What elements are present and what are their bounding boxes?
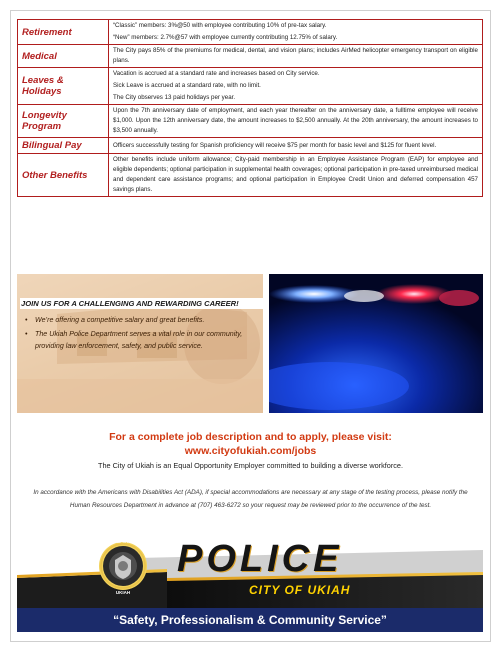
police-lights-image (269, 274, 483, 413)
slogan-bar: “Safety, Professionalism & Community Service” (17, 608, 483, 632)
join-panel (17, 274, 263, 413)
ada-statement: In accordance with the Americans with Disabilities Act (ADA), if special accommodations are necessary at any stage of the testing process, please notify the Human Resources Department in advance at (707) 463-6272 so your request may be reviewed prior to the occurrence of the test. (33, 489, 468, 509)
police-logo-text: POLICE (177, 538, 343, 580)
benefit-row-leaves (18, 68, 483, 105)
benefit-row-other (18, 154, 483, 197)
benefit-label: Bilingual Pay (18, 138, 109, 154)
benefit-label: Longevity Program (18, 105, 109, 138)
benefit-description (109, 154, 483, 197)
benefit-description (109, 68, 483, 105)
benefit-label: Retirement (18, 20, 109, 45)
benefit-description (109, 105, 483, 138)
benefits-table (17, 19, 483, 197)
benefit-row-bilingual (18, 138, 483, 154)
badge-bottom-text: UKIAH (115, 590, 131, 595)
benefit-label: Leaves & Holidays (18, 68, 109, 105)
city-of-ukiah-text: CITY OF UKIAH (249, 583, 351, 597)
benefit-line: Sick Leave is accrued at a standard rate, with no limit. (113, 82, 261, 89)
benefit-line: Officers successfully testing for Spanish proficiency will receive $75 per month for basic level and $125 for fluent level. (113, 141, 437, 149)
benefit-line: The City pays 85% of the premiums for medical, dental, and vision plans; includes AirMed helicopter emergency transport on eligible plans. (113, 47, 478, 64)
apply-heading: For a complete job description and to apply, please visit: (109, 431, 392, 443)
police-lights-photo (269, 274, 483, 413)
benefit-row-medical (18, 45, 483, 68)
eoe-statement: The City of Ukiah is an Equal Opportunity Employer committed to building a diverse workforce. (98, 461, 403, 470)
benefit-label: Medical (18, 45, 109, 68)
list-item: • We’re offering a competitive salary and great benefits. (25, 314, 260, 326)
benefit-description (109, 138, 483, 154)
police-badge-icon (99, 542, 147, 590)
benefit-line: The City observes 13 paid holidays per year. (113, 94, 236, 101)
benefit-line: “Classic” members: 3%@50 with employee contributing 10% of pre-tax salary. (113, 22, 327, 29)
police-banner (17, 528, 483, 608)
benefit-description (109, 20, 483, 45)
join-bullets (25, 314, 260, 354)
benefit-label: Other Benefits (18, 154, 109, 197)
apply-link[interactable]: www.cityofukiah.com/jobs (184, 445, 317, 457)
list-item: • The Ukiah Police Department serves a vital role in our community, providing law enforcement, safety, and public service. (25, 328, 260, 352)
join-title: JOIN US FOR A CHALLENGING AND REWARDING CAREER! (20, 298, 263, 309)
badge-top-text: POLICE OFFICER (108, 540, 138, 544)
benefit-description (109, 45, 483, 68)
benefit-line: “New” members: 2.7%@57 with employee currently contributing 12.75% of salary. (113, 34, 338, 41)
benefit-line: Other benefits include uniform allowance; City-paid membership in an Employee Assistance Program (EAP) for employee and eligible dependents; optional participation in supplemental health coverages; optional participation in pre-taxed unreimbursed medical and dependent care assistance programs; and optional participation in Employee Credit Union and deferred compensation 457 savings plans. (113, 156, 478, 193)
benefit-line: Vacation is accrued at a standard rate and increases based on City service. (113, 70, 320, 77)
benefit-row-retirement (18, 20, 483, 45)
benefit-line: Upon the 7th anniversary date of employment, and each year thereafter on the anniversary date, a fulltime employee will receive $1,000. Upon the 12th anniversary date, the amount increases to $2,500 annually. At the 20th anniversary, the amount increases to $3,500 annually. (113, 107, 478, 134)
benefit-row-longevity (18, 105, 483, 138)
